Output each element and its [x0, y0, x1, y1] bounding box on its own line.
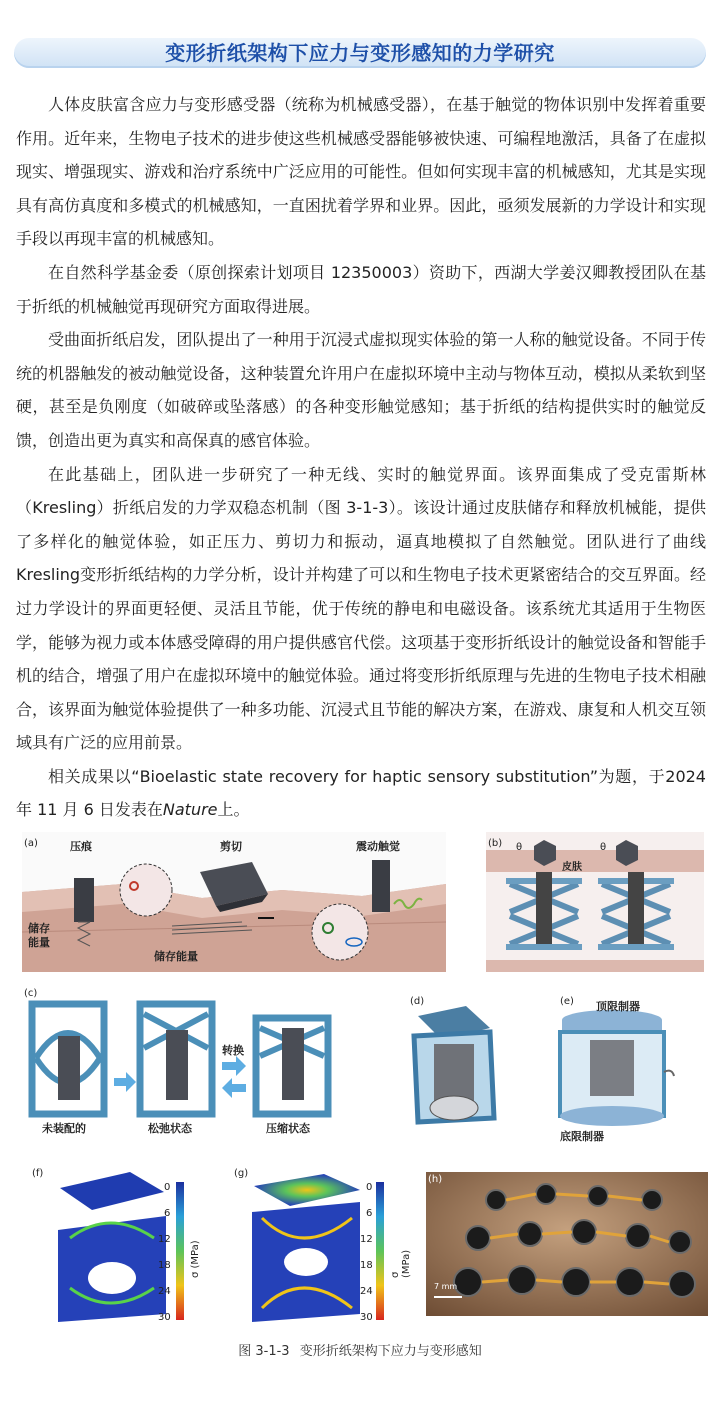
caption-text: 变形折纸架构下应力与变形感知: [299, 1344, 482, 1359]
caption-number: 图 3-1-3: [238, 1344, 290, 1359]
panel-b-illustration: [486, 832, 704, 972]
panel-f-tick-30: 30: [158, 1312, 171, 1323]
label-relaxed-state: 松弛状态: [148, 1122, 192, 1135]
figure-panel-e: [556, 996, 706, 1146]
panel-g-tick-12: 12: [360, 1234, 373, 1245]
panel-b-letter: (b): [488, 838, 503, 849]
panel-g-letter: (g): [234, 1168, 249, 1179]
figure-panel-c: [22, 988, 338, 1136]
panel-f-letter: (f): [32, 1168, 44, 1179]
journal-name: Nature: [162, 800, 218, 820]
figure-panel-d: [404, 996, 504, 1136]
panel-g-tick-18: 18: [360, 1260, 373, 1271]
figure-panel-h: [426, 1172, 708, 1316]
paragraph-2: 在自然科学基金委（原创探索计划项目 12350003）资助下，西湖大学姜汉卿教授团队在基于折纸的机械触觉再现研究方面取得进展。: [16, 262, 706, 316]
figure-caption: [0, 1340, 720, 1359]
paragraph-4: 在此基础上，团队进一步研究了一种无线、实时的触觉界面。该界面集成了受克雷斯林（Kresling）折纸启发的力学双稳态机制（图 3-1-3）。该设计通过皮肤储存和释放机械能，提供了多样化的触觉体验，如正压力、剪切力和振动，逼真地模拟了自然触觉。团队进行了曲线Kresling变形折纸结构的力学分析，设计并构建了可以和生物电子技术更紧密结合的交互界面。经过力学设计的界面更轻便、灵活且节能，优于传统的静电和电磁设备。该系统尤其适用于生物医学，能够为视力或本体感受障碍的用户提供感官代偿。这项基于变形折纸设计的触觉设备和智能手机的结合，增强了用户在虚拟环境中的触觉体验。通过将变形折纸原理与先进的生物电子技术相融合，该界面为触觉体验提供了一种多功能、沉浸式且节能的解决方案，在游戏、康复和人机交互领域具有广泛的应用前景。: [16, 464, 706, 753]
compressed-structure: [256, 1018, 328, 1114]
panel-a-letter: (a): [24, 838, 38, 849]
figure-panel-b: [486, 832, 704, 972]
label-vibrotactile: 震动触觉: [356, 840, 400, 853]
figure-panel-g: [232, 1168, 416, 1328]
label-indentation: 压痕: [70, 840, 92, 853]
label-top-limiter: 顶限制器: [596, 1000, 640, 1013]
unassembled-structure: [32, 1004, 104, 1114]
panel-c-letter: (c): [24, 988, 38, 999]
panel-e-letter: (e): [560, 996, 574, 1007]
panel-g-tick-24: 24: [360, 1286, 373, 1297]
panel-f-illustration: [30, 1168, 214, 1328]
label-shear: 剪切: [220, 840, 242, 853]
panel-d-letter: (d): [410, 996, 425, 1007]
label-unassembled: 未装配的: [42, 1122, 86, 1135]
figure-panel-a: [22, 832, 446, 972]
panel-f-colorbar-label: σ (MPa): [190, 1240, 201, 1278]
panel-g-illustration: [232, 1168, 416, 1328]
paragraph-5: [16, 760, 706, 827]
label-theta-right: θ: [600, 842, 607, 853]
panel-g-tick-6: 6: [366, 1208, 373, 1219]
paragraph-3: 受曲面折纸启发，团队提出了一种用于沉浸式虚拟现实体验的第一人称的触觉设备。不同于传统的机器触发的被动触觉设备，这种装置允许用户在虚拟环境中主动与物体互动，模拟从柔软到坚硬，甚至是负刚度（如破碎或坠落感）的各种变形触觉感知；基于折纸的结构提供实时的触觉反馈，创造出更为真实和高保真的感官体验。: [16, 330, 706, 450]
label-stored-energy-center: 储存能量: [154, 950, 198, 963]
panel-e-illustration: [556, 996, 706, 1146]
label-switch: 转换: [222, 1044, 244, 1057]
article-body: [16, 88, 706, 827]
panel-c-illustration: [22, 988, 338, 1136]
relaxed-structure: [140, 1004, 212, 1114]
panel-g-tick-0: 0: [366, 1182, 373, 1193]
paragraph-5-end: 上。: [217, 800, 250, 820]
panel-g-tick-30: 30: [360, 1312, 373, 1323]
panel-h-letter: (h): [428, 1174, 443, 1185]
panel-g-colorbar-label: σ (MPa): [390, 1249, 412, 1278]
page-title: 变形折纸架构下应力与变形感知的力学研究: [165, 41, 555, 65]
label-theta-left: θ: [516, 842, 523, 853]
paragraph-1: 人体皮肤富含应力与变形感受器（统称为机械感受器），在基于触觉的物体识别中发挥着重要作用。近年来，生物电子技术的进步使这些机械感受器能够被快速、可编程地激活，具备了在虚拟现实、增强现实、游戏和治疗系统中广泛应用的可能性。但如何实现丰富的机械感知，尤其是实现具有高仿真度和多模式的机械感知，一直困扰着学界和业界。因此，亟须发展新的力学设计和实现手段以再现丰富的机械感知。: [16, 95, 706, 249]
panel-f-tick-24: 24: [158, 1286, 171, 1297]
panel-f-tick-12: 12: [158, 1234, 171, 1245]
panel-f-tick-6: 6: [164, 1208, 171, 1219]
paragraph-5-text: 相关成果以“Bioelastic state recovery for haptic sensory substitution”为题，于2024 年 11 月 6 日发表在: [16, 766, 706, 820]
label-bottom-limiter: 底限制器: [560, 1130, 604, 1143]
panel-f-tick-0: 0: [164, 1182, 171, 1193]
label-compressed-state: 压缩状态: [266, 1122, 310, 1135]
panel-h-photo: [426, 1172, 708, 1316]
title-banner: [14, 38, 706, 68]
panel-d-illustration: [404, 996, 504, 1136]
panel-f-tick-18: 18: [158, 1260, 171, 1271]
panel-h-scale-label: 7 mm: [434, 1282, 458, 1291]
figure-panel-f: [30, 1168, 214, 1328]
label-skin: 皮肤: [562, 862, 582, 873]
label-stored-energy-left: 储存能量: [28, 922, 50, 949]
